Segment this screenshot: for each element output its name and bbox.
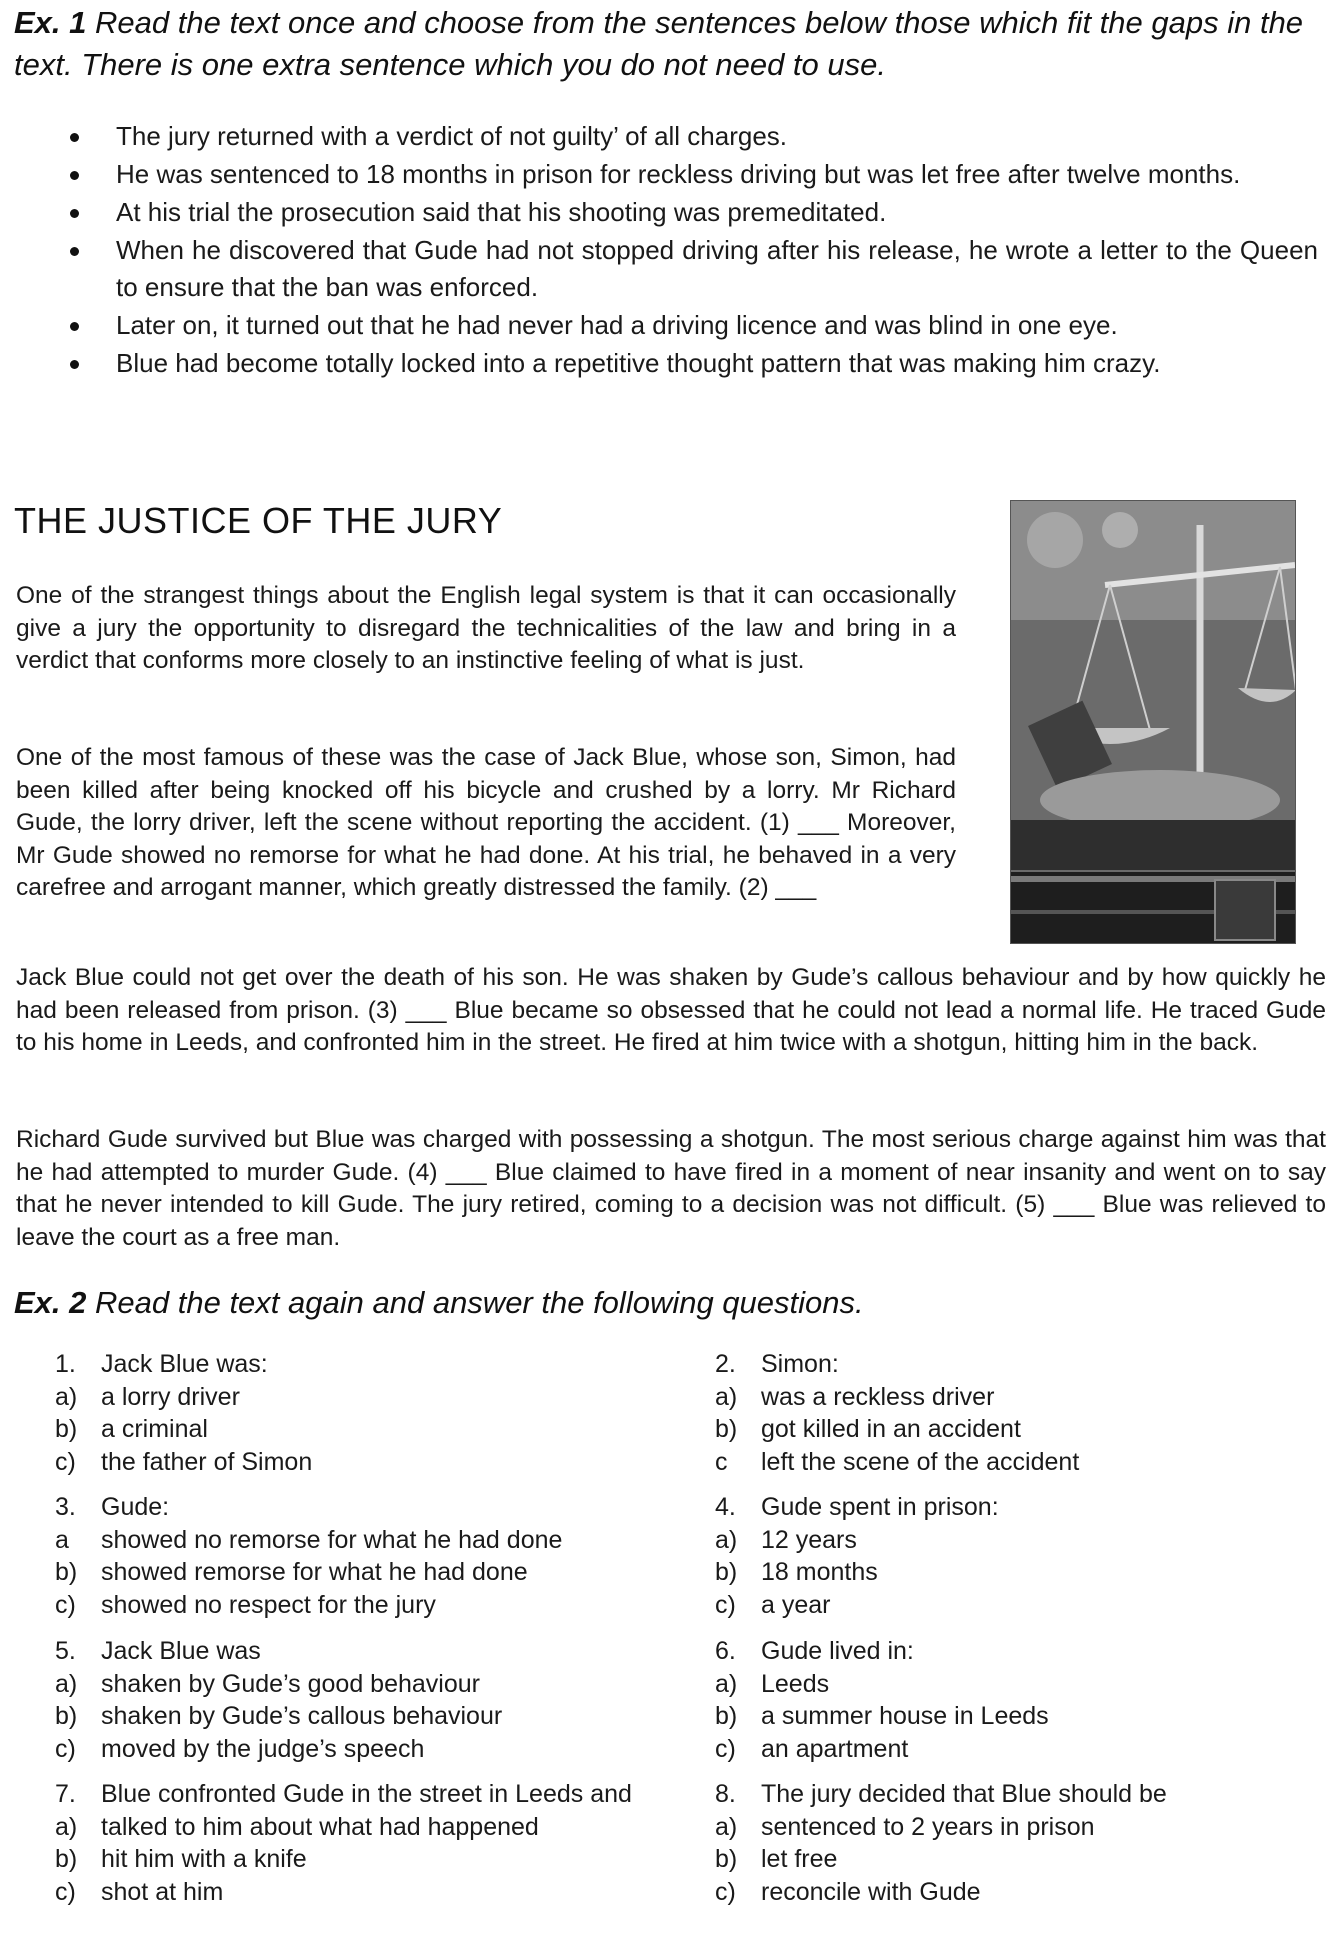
article-paragraph-3: Jack Blue could not get over the death of his son. He was shaken by Gude’s callous behaviour and by how quickly he had been released from prison. (3) ___ Blue became so obsessed that he could not lead a normal life. He traced Gude to his home in Leeds, and confronted him in the street. He fired at him twice with a shotgun, hitting him in the back. [16,964,1326,1056]
scales-of-justice-photo [1010,500,1296,944]
sentence-item: Later on, it turned out that he had never had a driving licence and was blind in one eye. [58,307,1318,344]
option: b) showed remorse for what he had done [55,1558,528,1586]
option: c) reconcile with Gude [715,1877,981,1906]
article-paragraph-2: One of the most famous of these was the case of Jack Blue, whose son, Simon, had been killed after being knocked off his bicycle and crushed by a lorry. Mr Richard Gude, the lorry driver, left the scene without reporting the accident. (1) ___ Moreover, Mr Gude showed no remorse for what he had done. At his trial, he behaved in a very carefree and arrogant manner, which greatly distressed the family. (2) ___ [16,744,956,901]
bullet-icon [70,360,79,369]
option: c) shot at him [55,1877,224,1906]
article-paragraph-1: One of the strangest things about the English legal system is that it can occasionally give a jury the opportunity to disregard the technicalities of the law and bring in a verdict that conforms more closely to an instinctive feeling of what is just. [16,582,956,674]
bullet-icon [70,247,79,256]
option: b) a summer house in Leeds [715,1702,1049,1730]
question-6: 6. Gude lived in: a) Leeds b) a summer house in Leeds c) an apartment [715,1635,1275,1765]
bullet-icon [70,171,79,180]
ex2-heading [14,1282,1314,1324]
option: a) talked to him about what had happened [55,1812,539,1841]
question-2: 2. Simon: a) was a reckless driver b) got killed in an accident c left the scene of the accident [715,1348,1275,1478]
sentence-item: He was sentenced to 18 months in prison for reckless driving but was let free after twelve months. [58,156,1318,193]
question-5: 5. Jack Blue was a) shaken by Gude’s good behaviour b) shaken by Gude’s callous behaviour c) moved by the judge’s speech [55,1635,645,1765]
ex2-instruction: Read the text again and answer the following questions. [95,1285,864,1320]
sentence-item: Blue had become totally locked into a repetitive thought pattern that was making him crazy. [58,345,1318,382]
question-1: 1. Jack Blue was: a) a lorry driver b) a criminal c) the father of Simon [55,1348,645,1478]
sentence-list [58,118,1318,383]
option: c) moved by the judge’s speech [55,1734,425,1763]
option: a) was a reckless driver [715,1382,995,1411]
bullet-icon [70,133,79,142]
option: a) a lorry driver [55,1382,240,1411]
option: b) 18 months [715,1558,878,1586]
option: b) shaken by Gude’s callous behaviour [55,1702,503,1730]
option: b) hit him with a knife [55,1845,307,1873]
sentence-item: The jury returned with a verdict of not guilty’ of all charges. [58,118,1318,155]
option: a) sentenced to 2 years in prison [715,1812,1095,1841]
article-title: THE JUSTICE OF THE JURY [14,500,503,541]
option: c) showed no respect for the jury [55,1590,436,1619]
question-8: 8. The jury decided that Blue should be a) sentenced to 2 years in prison b) let free c) reconcile with Gude [715,1778,1275,1908]
option: a) Leeds [715,1669,830,1698]
bullet-icon [70,322,79,331]
option: c left the scene of the accident [715,1447,1080,1476]
question-4: 4. Gude spent in prison: a) 12 years b) 18 months c) a year [715,1491,1275,1621]
option: c) a year [715,1590,831,1619]
ex2-label: Ex. 2 [14,1285,87,1320]
bullet-icon [70,209,79,218]
option: c) an apartment [715,1734,909,1763]
article-paragraph-4: Richard Gude survived but Blue was charged with possessing a shotgun. The most serious charge against him was that he had attempted to murder Gude. (4) ___ Blue claimed to have fired in a moment of near insanity and went on to say that he never intended to kill Gude. The jury retired, coming to a decision was not difficult. (5) ___ Blue was relieved to leave the court as a free man. [16,1126,1326,1251]
option: b) got killed in an accident [715,1415,1021,1443]
option: a showed no remorse for what he had done [55,1525,563,1554]
ex1-instruction: Read the text once and choose from the sentences below those which fit the gaps in the text. There is one extra sentence which you do not need to use. [14,5,1304,82]
ex1-heading [14,2,1314,86]
question-7: 7. Blue confronted Gude in the street in Leeds and a) talked to him about what had happened b) hit him with a knife c) shot at him [55,1778,645,1908]
ex1-label: Ex. 1 [14,5,87,40]
option: c) the father of Simon [55,1447,313,1476]
option: a) shaken by Gude’s good behaviour [55,1669,480,1698]
option: b) a criminal [55,1415,208,1443]
option: b) let free [715,1845,838,1873]
sentence-item: At his trial the prosecution said that his shooting was premeditated. [58,194,1318,231]
question-3: 3. Gude: a showed no remorse for what he had done b) showed remorse for what he had done c) showed no respect for the jury [55,1491,645,1621]
option: a) 12 years [715,1525,857,1554]
sentence-item: When he discovered that Gude had not stopped driving after his release, he wrote a letter to the Queen to ensure that the ban was enforced. [58,232,1318,306]
